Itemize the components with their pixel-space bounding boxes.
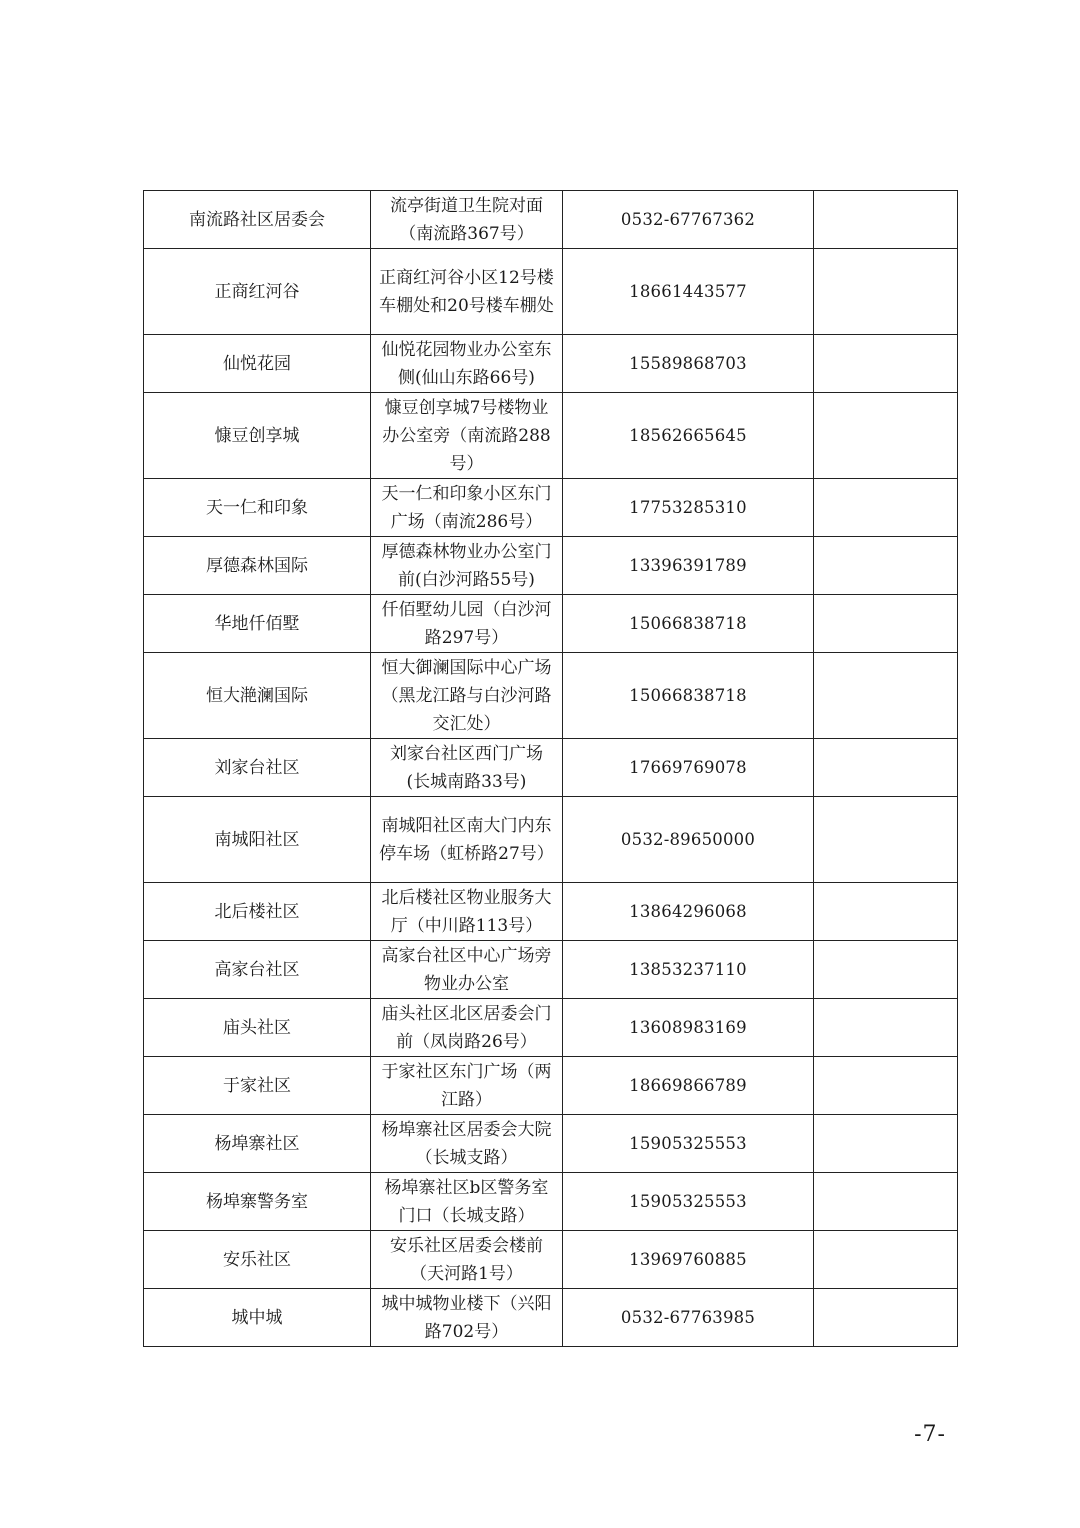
site-address: 于家社区东门广场（两江路） bbox=[371, 1057, 563, 1115]
table-row bbox=[144, 883, 958, 941]
table-row bbox=[144, 797, 958, 883]
site-note bbox=[814, 1289, 958, 1347]
site-name: 刘家台社区 bbox=[144, 739, 371, 797]
site-name: 安乐社区 bbox=[144, 1231, 371, 1289]
site-note bbox=[814, 595, 958, 653]
site-address: 天一仁和印象小区东门广场（南流286号） bbox=[371, 479, 563, 537]
site-name: 恒大滟澜国际 bbox=[144, 653, 371, 739]
site-phone: 15905325553 bbox=[563, 1115, 814, 1173]
table-row bbox=[144, 393, 958, 479]
site-note bbox=[814, 191, 958, 249]
table-row bbox=[144, 191, 958, 249]
site-name: 于家社区 bbox=[144, 1057, 371, 1115]
site-note bbox=[814, 883, 958, 941]
site-phone: 13396391789 bbox=[563, 537, 814, 595]
site-note bbox=[814, 1115, 958, 1173]
site-name: 慷豆创享城 bbox=[144, 393, 371, 479]
site-address: 仟佰墅幼儿园（白沙河路297号） bbox=[371, 595, 563, 653]
table-row bbox=[144, 1057, 958, 1115]
site-note bbox=[814, 249, 958, 335]
site-phone: 13608983169 bbox=[563, 999, 814, 1057]
site-note bbox=[814, 479, 958, 537]
site-address: 北后楼社区物业服务大厅（中川路113号） bbox=[371, 883, 563, 941]
site-address: 恒大御澜国际中心广场（黑龙江路与白沙河路交汇处） bbox=[371, 653, 563, 739]
site-phone: 15066838718 bbox=[563, 595, 814, 653]
site-phone: 17753285310 bbox=[563, 479, 814, 537]
site-address: 流亭街道卫生院对面（南流路367号） bbox=[371, 191, 563, 249]
site-name: 城中城 bbox=[144, 1289, 371, 1347]
site-address: 城中城物业楼下（兴阳路702号） bbox=[371, 1289, 563, 1347]
table-row bbox=[144, 537, 958, 595]
table-row bbox=[144, 249, 958, 335]
site-phone: 15589868703 bbox=[563, 335, 814, 393]
site-name: 仙悦花园 bbox=[144, 335, 371, 393]
site-address: 南城阳社区南大门内东停车场（虹桥路27号） bbox=[371, 797, 563, 883]
table-row bbox=[144, 739, 958, 797]
site-note bbox=[814, 999, 958, 1057]
site-name: 厚德森林国际 bbox=[144, 537, 371, 595]
page-number: -7- bbox=[914, 1422, 946, 1447]
site-phone: 18661443577 bbox=[563, 249, 814, 335]
site-address: 仙悦花园物业办公室东侧(仙山东路66号) bbox=[371, 335, 563, 393]
table-row bbox=[144, 1173, 958, 1231]
site-phone: 15905325553 bbox=[563, 1173, 814, 1231]
site-phone: 18669866789 bbox=[563, 1057, 814, 1115]
table-row bbox=[144, 595, 958, 653]
site-name: 南城阳社区 bbox=[144, 797, 371, 883]
site-phone: 18562665645 bbox=[563, 393, 814, 479]
site-phone: 0532-67763985 bbox=[563, 1289, 814, 1347]
site-name: 北后楼社区 bbox=[144, 883, 371, 941]
site-phone: 0532-67767362 bbox=[563, 191, 814, 249]
site-address: 庙头社区北区居委会门前（凤岗路26号） bbox=[371, 999, 563, 1057]
site-note bbox=[814, 393, 958, 479]
site-name: 庙头社区 bbox=[144, 999, 371, 1057]
table-row bbox=[144, 999, 958, 1057]
table-row bbox=[144, 479, 958, 537]
site-address: 安乐社区居委会楼前（天河路1号） bbox=[371, 1231, 563, 1289]
site-note bbox=[814, 739, 958, 797]
site-phone: 13969760885 bbox=[563, 1231, 814, 1289]
site-name: 正商红河谷 bbox=[144, 249, 371, 335]
site-address: 杨埠寨社区居委会大院（长城支路） bbox=[371, 1115, 563, 1173]
site-note bbox=[814, 797, 958, 883]
site-note bbox=[814, 941, 958, 999]
site-name: 南流路社区居委会 bbox=[144, 191, 371, 249]
site-note bbox=[814, 537, 958, 595]
site-name: 杨埠寨警务室 bbox=[144, 1173, 371, 1231]
site-address: 高家台社区中心广场旁物业办公室 bbox=[371, 941, 563, 999]
table-row bbox=[144, 653, 958, 739]
site-note bbox=[814, 335, 958, 393]
site-address: 杨埠寨社区b区警务室门口（长城支路） bbox=[371, 1173, 563, 1231]
site-note bbox=[814, 653, 958, 739]
site-address: 刘家台社区西门广场(长城南路33号) bbox=[371, 739, 563, 797]
site-name: 杨埠寨社区 bbox=[144, 1115, 371, 1173]
site-note bbox=[814, 1057, 958, 1115]
site-address: 正商红河谷小区12号楼车棚处和20号楼车棚处 bbox=[371, 249, 563, 335]
testing-sites-table bbox=[143, 190, 958, 1347]
table-row bbox=[144, 1115, 958, 1173]
site-note bbox=[814, 1231, 958, 1289]
site-name: 华地仟佰墅 bbox=[144, 595, 371, 653]
site-name: 高家台社区 bbox=[144, 941, 371, 999]
site-phone: 15066838718 bbox=[563, 653, 814, 739]
site-note bbox=[814, 1173, 958, 1231]
site-address: 慷豆创享城7号楼物业办公室旁（南流路288号） bbox=[371, 393, 563, 479]
site-phone: 13853237110 bbox=[563, 941, 814, 999]
table-row bbox=[144, 941, 958, 999]
table-row bbox=[144, 335, 958, 393]
table-row bbox=[144, 1289, 958, 1347]
site-phone: 0532-89650000 bbox=[563, 797, 814, 883]
table-row bbox=[144, 1231, 958, 1289]
site-address: 厚德森林物业办公室门前(白沙河路55号) bbox=[371, 537, 563, 595]
site-phone: 17669769078 bbox=[563, 739, 814, 797]
site-name: 天一仁和印象 bbox=[144, 479, 371, 537]
site-phone: 13864296068 bbox=[563, 883, 814, 941]
